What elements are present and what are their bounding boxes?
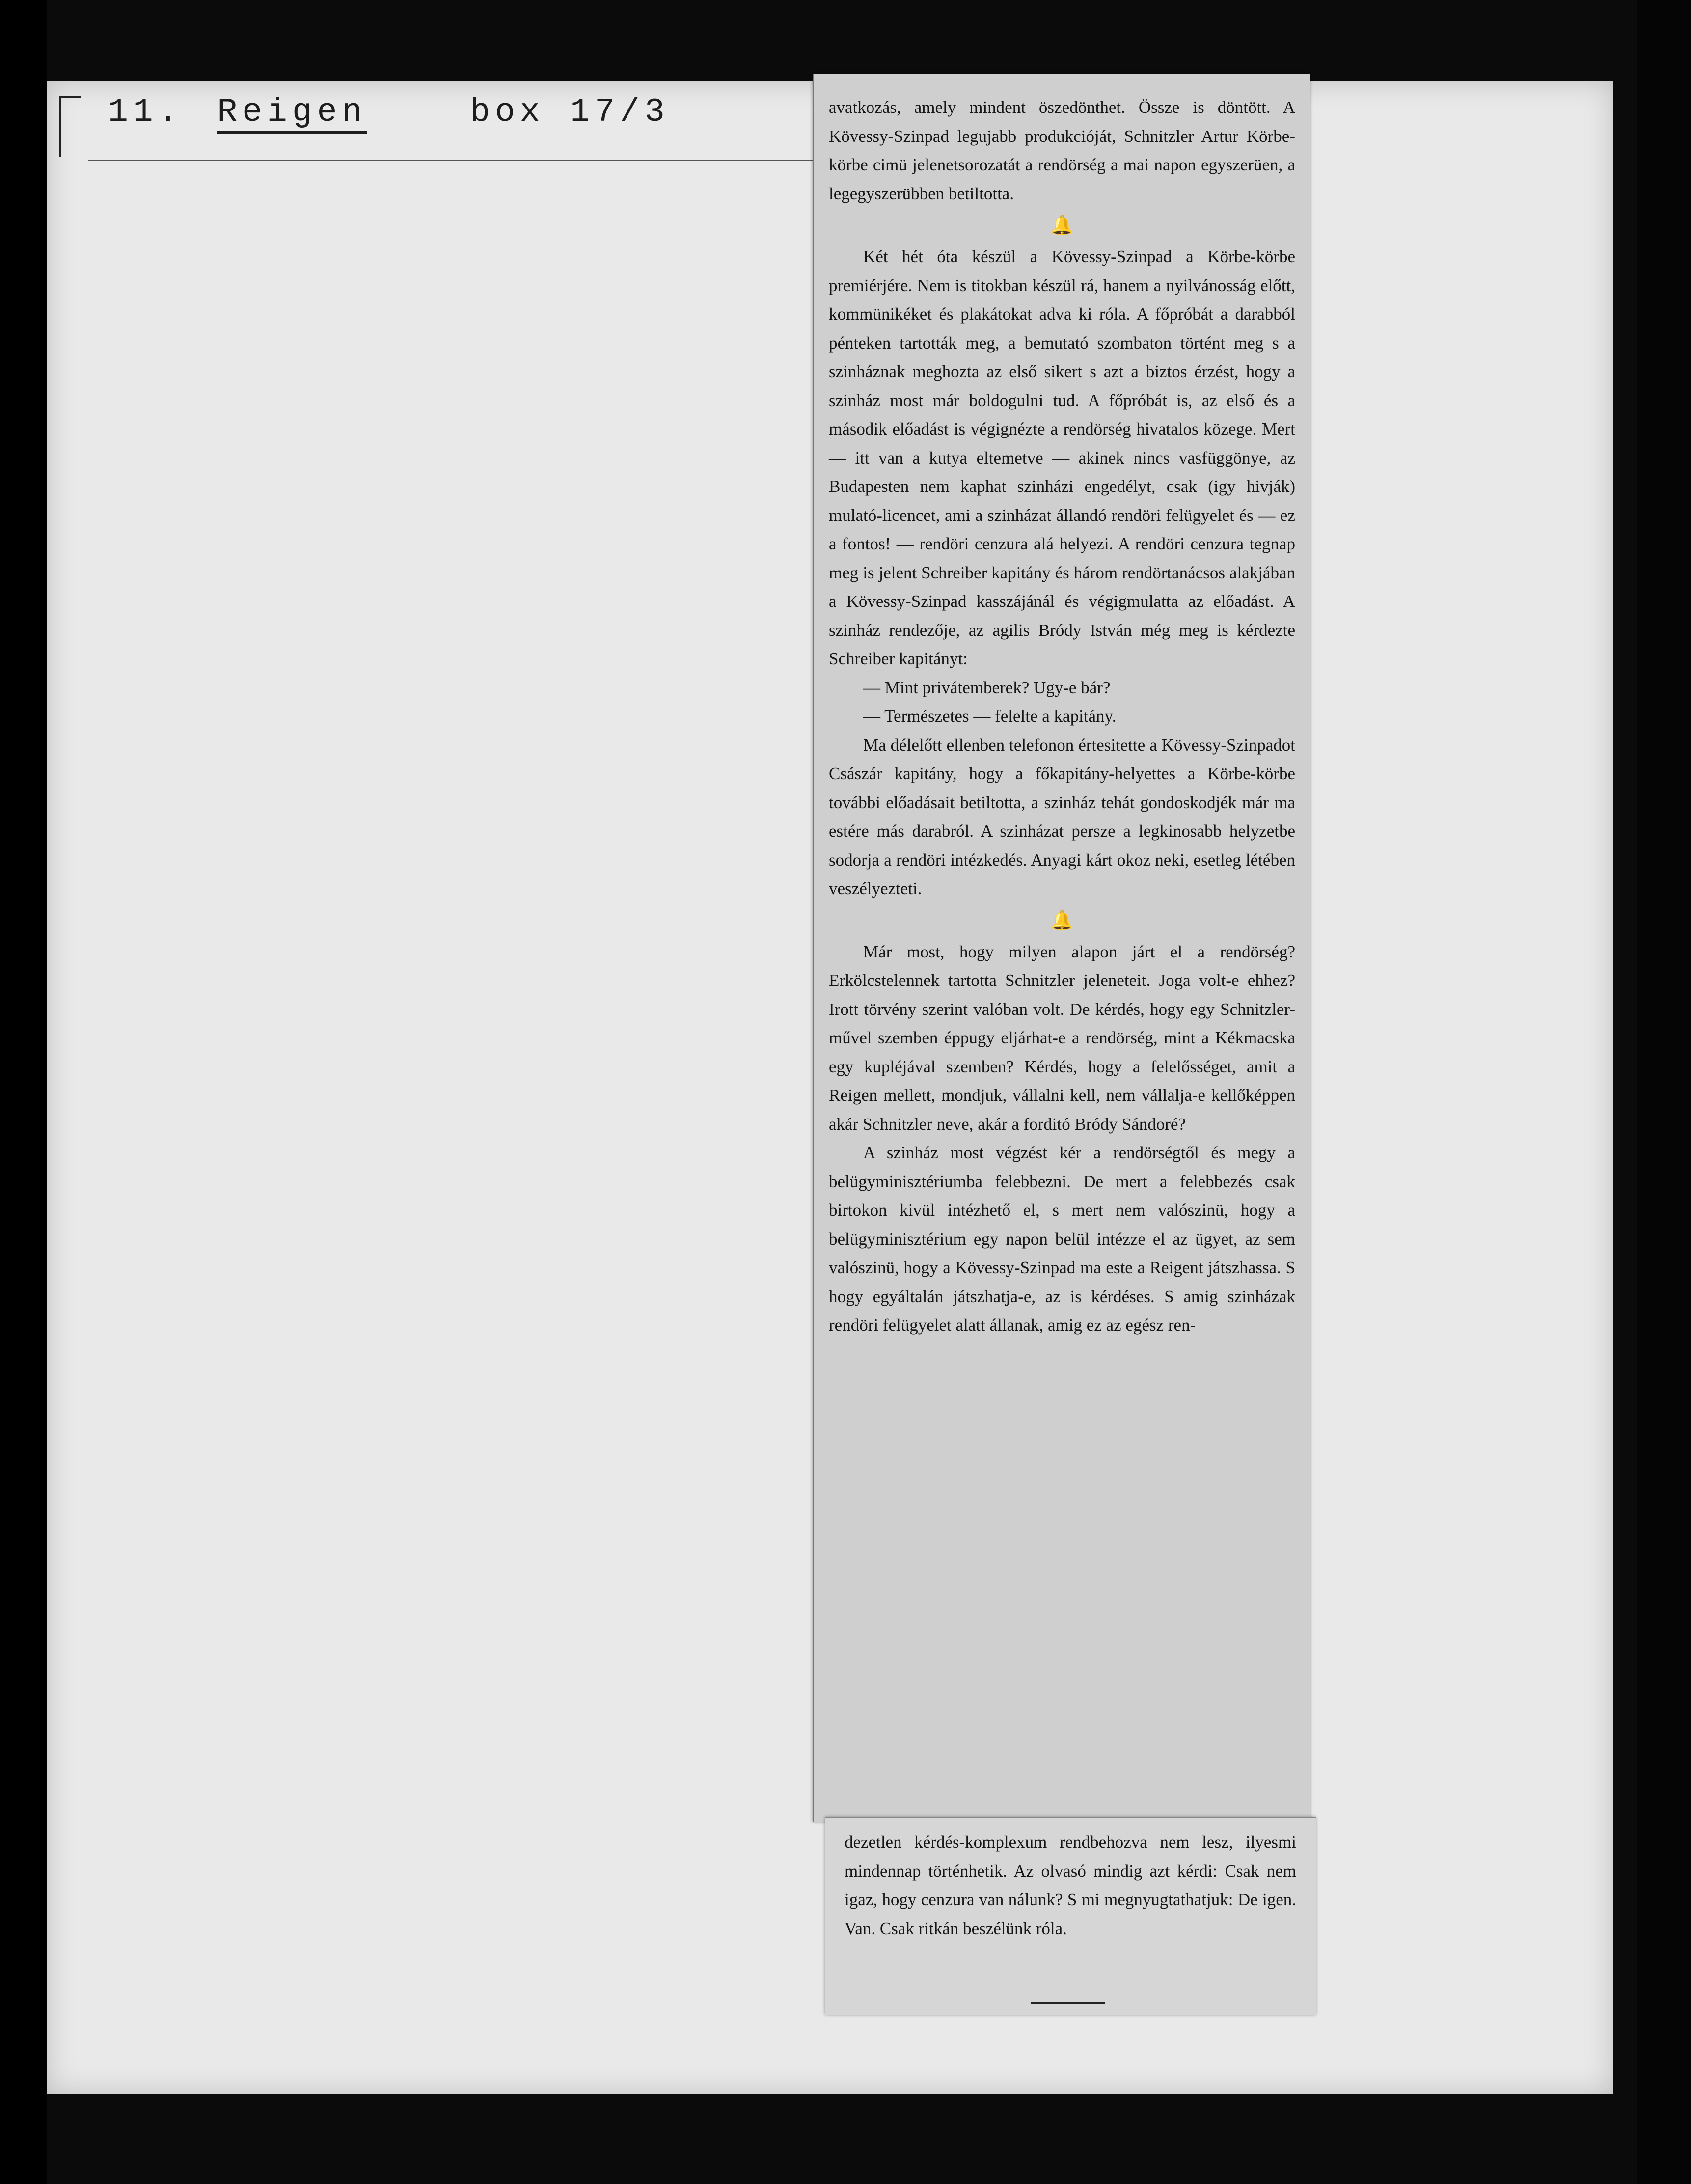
end-rule [1031,2002,1105,2004]
folder-title: Reigen [217,93,367,134]
newspaper-clipping-continued [825,1817,1316,2015]
paragraph-4: A szinház most végzést kér a rendörségtől és megy a belügyminisztériumba felebbezni. De mert a felebbezés csak birtokon kivül intézhető el, s mert nem valószinü, hogy a belügyminisztérium egy napon belül intézze el az ügyet, az sem valószinü, hogy a Kövessy-Szinpad ma este a Reigent játszhassa. S hogy egyáltalán játszhatja-e, az is kérdéses. S amig szinházak rendöri felügyelet alatt állanak, amig ez az egész ren- [829,1143,1295,1335]
clipping-text-continued [845,1828,1296,1943]
film-border-left [0,0,47,2184]
paragraph-1: Két hét óta készül a Kövessy-Szinpad a Körbe-körbe premiérjére. Nem is titokban készül rá, hanem a nyilvánosság előtt, kommünikéket és plakátokat adva ki róla. A főpróbát a darabból pénteken tartották meg, a bemutató szombaton történt meg s a szinháznak meghozta az első sikert s azt a biztos érzést, hogy a szinház most már boldogulni tud. A főpróbát is, az első és a második előadást is végignézte a rendörség hivatalos közege. Mert — itt van a kutya eltemetve — akinek nincs vasfüggönye, az Budapesten nem kaphat szinházi engedélyt, csak (igy hivják) mulató-licencet, ami a szinházat állandó rendöri felügyelet és — ez a fontos! — rendöri cenzura alá helyezi. A rendöri cenzura tegnap meg is jelent Schreiber kapitány és három rendörtanácsos alakjában a Kövessy-Szinpad kasszájánál és végigmulatta az előadást. A szinház rendezője, az agilis Bródy István még meg is kérdezte Schreiber kapitányt: [829,247,1295,668]
quote-2: — Természetes — felelte a kapitány. [863,707,1117,726]
folder-number: 11. [108,93,183,131]
film-border-right [1637,0,1691,2184]
paragraph-2: Ma délelőtt ellenben telefonon értesitette a Kövessy-Szinpadot Császár kapitány, hogy a főkapitány-helyettes a Körbe-körbe további előadásait betiltotta, a szinház tehát gondoskodjék már ma estére más darabról. A szinházat persze a legkinosabb helyzetbe sodorja a rendöri intézkedés. Anyagi kárt okoz neki, esetleg létében veszélyezteti. [829,735,1295,898]
bell-icon: 🔔 [1050,910,1074,931]
folder-label [108,93,670,131]
paragraph-5: dezetlen kérdés-komplexum rendbehozva nem lesz, ilyesmi mindennap történhetik. Az olvasó mindig azt kérdi: Csak nem igaz, hogy cenzura van nálunk? S mi megnyugtathatjuk: De igen. Van. Csak ritkán beszélünk róla. [845,1832,1296,1938]
sheet-corner-mark [59,96,81,157]
header-rule [88,160,825,161]
bell-icon: 🔔 [1050,215,1074,236]
newspaper-clipping [813,74,1310,1822]
quote-1: — Mint privátemberek? Ugy-e bár? [863,678,1111,697]
clipping-text [829,93,1295,1340]
box-number: box 17/3 [470,93,670,131]
paragraph-3: Már most, hogy milyen alapon járt el a rendörség? Erkölcstelennek tartotta Schnitzler jeleneteit. Joga volt-e ehhez? Irott törvény szerint valóban volt. De kérdés, hogy egy Schnitzler-művel szemben éppugy eljárhat-e a rendörség, mint a Kékmacska egy kupléjával szemben? Kérdés, hogy a felelősséget, amit a Reigen mellett, mondjuk, vállalni kell, nem vállalja-e kellőképpen akár Schnitzler neve, akár a forditó Bródy Sándoré? [829,942,1295,1134]
lead-paragraph: avatkozás, amely mindent öszedönthet. Össze is döntött. A Kövessy-Szinpad legujabb produkcióját, Schnitzler Artur Körbe-körbe cimü jelenetsorozatát a rendörség a mai napon egyszerüen, a legegyszerübben betiltotta. [829,98,1295,203]
